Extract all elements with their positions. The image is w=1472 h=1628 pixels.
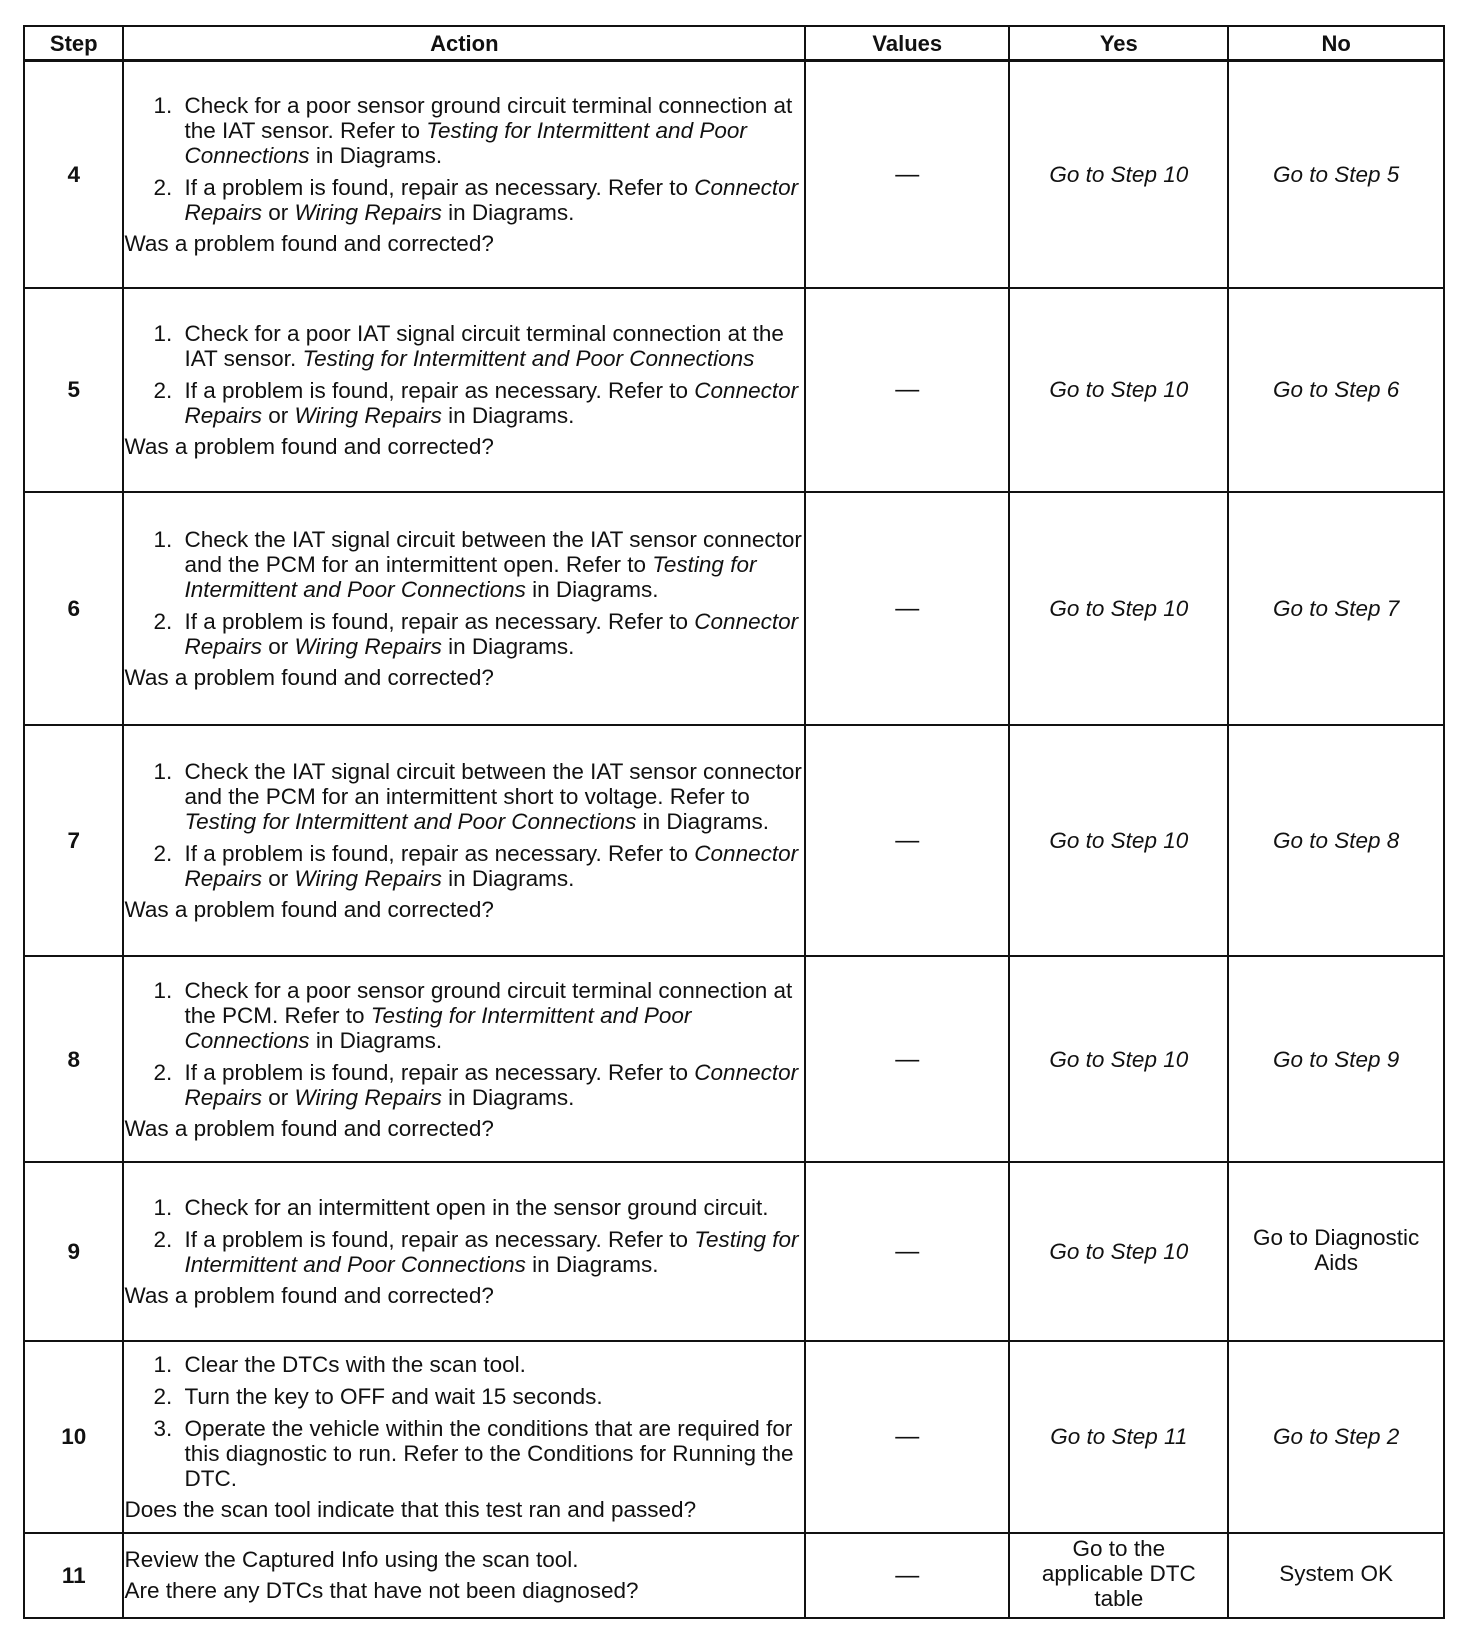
no-result: Go to Step 2 <box>1228 1341 1444 1533</box>
reference-link-text: Testing for Intermittent and Poor Connections <box>184 1227 799 1278</box>
action-question: Are there any DTCs that have not been diagnosed? <box>124 1578 639 1604</box>
action-text: Check for a poor sensor ground circuit terminal connection at the PCM. Refer to <box>184 977 793 1028</box>
yes-result: Go to Step 10 <box>1009 492 1228 725</box>
action-text: If a problem is found, repair as necessary. Refer to <box>184 377 695 403</box>
action-cell <box>123 1533 805 1618</box>
table-row <box>24 1162 1444 1341</box>
values-cell: — <box>805 725 1009 957</box>
values-cell: — <box>805 956 1009 1162</box>
action-list <box>124 978 804 1110</box>
yes-result: Go to Step 10 <box>1009 61 1228 288</box>
reference-link-text: Connector Repairs <box>184 377 799 428</box>
action-item <box>178 1060 804 1110</box>
action-text: in Diagrams. <box>309 142 443 168</box>
yes-result: Go to Step 10 <box>1009 725 1228 957</box>
action-item <box>178 1352 804 1377</box>
step-number: 9 <box>24 1162 123 1341</box>
action-text: Check for a poor IAT signal circuit terminal connection at the IAT sensor. <box>184 320 784 371</box>
reference-link-text: Connector Repairs <box>184 840 799 891</box>
action-cell <box>123 492 805 725</box>
action-text: in Diagrams. <box>525 576 659 602</box>
yes-result: Go to Step 10 <box>1009 1162 1228 1341</box>
action-cell <box>123 956 805 1162</box>
reference-link-text: Testing for Intermittent and Poor Connections <box>302 345 755 371</box>
action-text: Turn the key to OFF and wait 15 seconds. <box>184 1383 603 1409</box>
action-cell <box>123 1341 805 1533</box>
action-question: Was a problem found and corrected? <box>124 1115 494 1141</box>
values-cell: — <box>805 1162 1009 1341</box>
values-cell: — <box>805 1533 1009 1618</box>
no-result: System OK <box>1228 1533 1444 1618</box>
reference-link-text: Wiring Repairs <box>294 1084 442 1110</box>
values-cell: — <box>805 61 1009 288</box>
action-text: If a problem is found, repair as necessary. Refer to <box>184 1227 695 1253</box>
action-text: Clear the DTCs with the scan tool. <box>184 1351 526 1377</box>
header-action: Action <box>123 26 805 61</box>
action-text: in Diagrams. <box>441 199 575 225</box>
action-item <box>178 321 804 371</box>
table-row <box>24 288 1444 492</box>
action-text: in Diagrams. <box>441 865 575 891</box>
action-text: in Diagrams. <box>441 1084 575 1110</box>
yes-result: Go to the applicable DTC table <box>1009 1533 1228 1618</box>
action-question: Does the scan tool indicate that this test ran and passed? <box>124 1496 697 1522</box>
action-text: Check for a poor sensor ground circuit terminal connection at the IAT sensor. Refer to <box>184 92 793 143</box>
reference-link-text: Wiring Repairs <box>294 402 442 428</box>
yes-result: Go to Step 11 <box>1009 1341 1228 1533</box>
values-cell: — <box>805 1341 1009 1533</box>
reference-link-text: Connector Repairs <box>184 608 799 659</box>
values-cell: — <box>805 288 1009 492</box>
action-cell <box>123 725 805 957</box>
reference-link-text: Wiring Repairs <box>294 199 442 225</box>
no-result: Go to Step 7 <box>1228 492 1444 725</box>
action-question: Was a problem found and corrected? <box>124 1283 494 1309</box>
header-no: No <box>1228 26 1444 61</box>
action-text: or <box>262 633 295 659</box>
step-number: 5 <box>24 288 123 492</box>
no-result: Go to Step 9 <box>1228 956 1444 1162</box>
step-number: 7 <box>24 725 123 957</box>
values-cell: — <box>805 492 1009 725</box>
action-list <box>124 321 804 428</box>
action-text: If a problem is found, repair as necessary. Refer to <box>184 174 695 200</box>
action-text: If a problem is found, repair as necessary. Refer to <box>184 1059 695 1085</box>
action-text: Review the Captured Info using the scan tool. <box>124 1547 579 1573</box>
action-text: or <box>262 865 295 891</box>
action-text: If a problem is found, repair as necessary. Refer to <box>184 840 695 866</box>
action-text: Check for an intermittent open in the sensor ground circuit. <box>184 1195 769 1221</box>
action-list <box>124 527 804 659</box>
header-yes: Yes <box>1009 26 1228 61</box>
action-text: in Diagrams. <box>525 1252 659 1278</box>
action-item <box>178 841 804 891</box>
action-cell <box>123 1162 805 1341</box>
action-cell <box>123 288 805 492</box>
reference-link-text: Testing for Intermittent and Poor Connections <box>184 551 757 602</box>
table-body <box>24 61 1444 1619</box>
step-number: 11 <box>24 1533 123 1618</box>
action-item <box>178 1416 804 1491</box>
action-item <box>178 759 804 834</box>
table-header-row <box>24 26 1444 61</box>
action-item <box>178 93 804 168</box>
reference-link-text: Connector Repairs <box>184 1059 799 1110</box>
yes-result: Go to Step 10 <box>1009 956 1228 1162</box>
step-number: 8 <box>24 956 123 1162</box>
action-item <box>178 527 804 602</box>
action-text: or <box>262 1084 295 1110</box>
step-number: 6 <box>24 492 123 725</box>
action-text: in Diagrams. <box>441 633 575 659</box>
action-text: Check the IAT signal circuit between the IAT sensor connector and the PCM for an intermittent short to voltage. Refer to <box>184 758 802 809</box>
no-result: Go to Step 5 <box>1228 61 1444 288</box>
no-result: Go to Step 8 <box>1228 725 1444 957</box>
header-step: Step <box>24 26 123 61</box>
table-row <box>24 956 1444 1162</box>
diagnostic-table <box>23 25 1445 1619</box>
action-list <box>124 1352 804 1491</box>
action-text: If a problem is found, repair as necessary. Refer to <box>184 608 695 634</box>
action-question: Was a problem found and corrected? <box>124 664 494 690</box>
reference-link-text: Wiring Repairs <box>294 865 442 891</box>
action-question: Was a problem found and corrected? <box>124 433 494 459</box>
action-text: Operate the vehicle within the conditions that are required for this diagnostic to run. Refer to the Conditions for Running the DTC. <box>184 1415 794 1491</box>
action-text: or <box>262 402 295 428</box>
step-number: 4 <box>24 61 123 288</box>
action-cell <box>123 61 805 288</box>
action-item <box>178 378 804 428</box>
reference-link-text: Testing for Intermittent and Poor Connections <box>184 1002 692 1053</box>
action-question: Was a problem found and corrected? <box>124 230 494 256</box>
action-list <box>124 759 804 891</box>
action-item <box>178 1227 804 1277</box>
action-item <box>178 1384 804 1409</box>
reference-link-text: Wiring Repairs <box>294 633 442 659</box>
table-row <box>24 1341 1444 1533</box>
action-list <box>124 93 804 225</box>
step-number: 10 <box>24 1341 123 1533</box>
action-item <box>178 1195 804 1220</box>
table-row <box>24 61 1444 288</box>
action-text: in Diagrams. <box>441 402 575 428</box>
action-item <box>178 609 804 659</box>
no-result: Go to Diagnostic Aids <box>1228 1162 1444 1341</box>
reference-link-text: Testing for Intermittent and Poor Connections <box>184 808 637 834</box>
action-list <box>124 1195 804 1277</box>
action-question: Was a problem found and corrected? <box>124 896 494 922</box>
table-row <box>24 492 1444 725</box>
action-text: in Diagrams. <box>636 808 769 834</box>
table-row <box>24 725 1444 957</box>
reference-link-text: Connector Repairs <box>184 174 799 225</box>
action-text: or <box>262 199 295 225</box>
action-text: Check the IAT signal circuit between the IAT sensor connector and the PCM for an intermittent open. Refer to <box>184 526 802 577</box>
yes-result: Go to Step 10 <box>1009 288 1228 492</box>
action-item <box>178 978 804 1053</box>
reference-link-text: Testing for Intermittent and Poor Connections <box>184 117 747 168</box>
no-result: Go to Step 6 <box>1228 288 1444 492</box>
action-item <box>178 175 804 225</box>
action-text: in Diagrams. <box>309 1027 443 1053</box>
table-row <box>24 1533 1444 1618</box>
header-values: Values <box>805 26 1009 61</box>
